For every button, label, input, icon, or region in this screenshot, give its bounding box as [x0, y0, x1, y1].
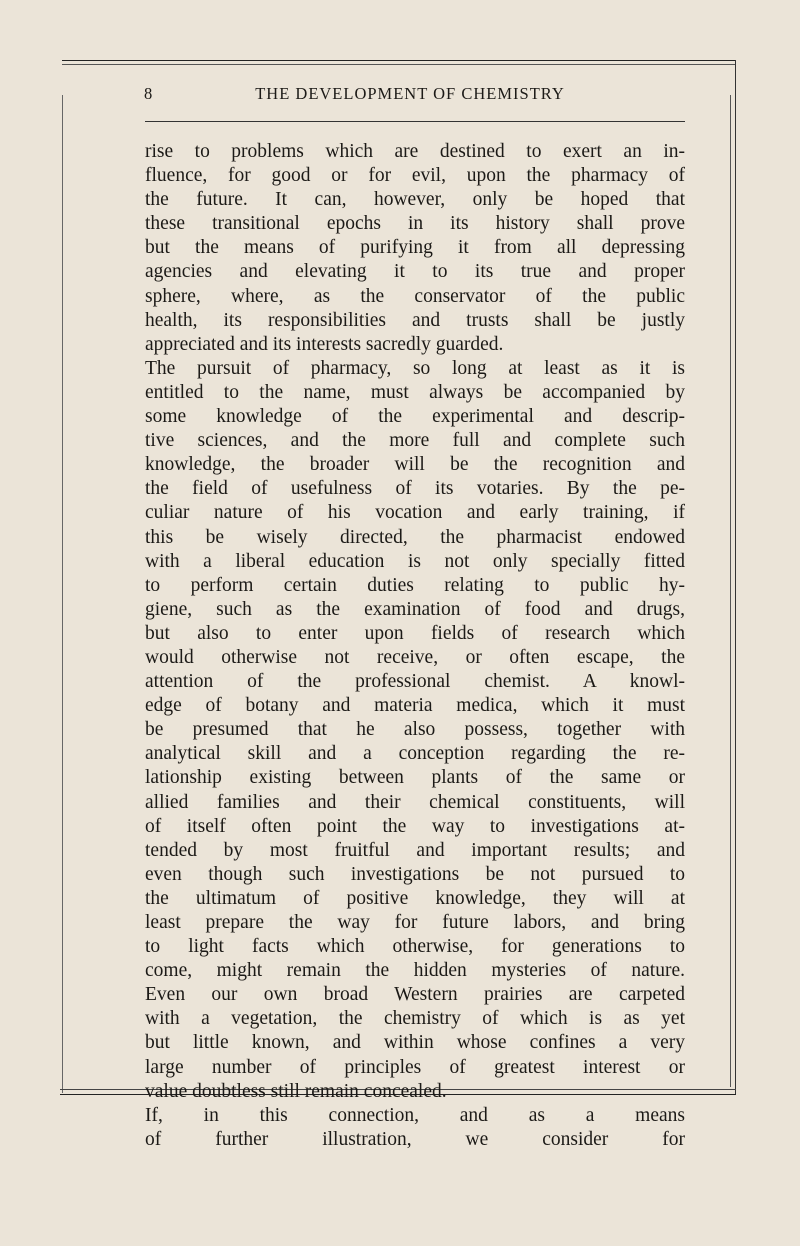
page-border-right: [735, 60, 736, 1095]
text-line: Even our own broad Western prairies are carpeted: [145, 984, 685, 1006]
text-line: entitled to the name, must always be accompanied by: [145, 381, 685, 403]
text-line: attention of the professional chemist. A knowl-: [145, 671, 685, 693]
text-line: knowledge, the broader will be the recognition and: [145, 454, 685, 476]
text-line: this be wisely directed, the pharmacist endowed: [145, 526, 685, 548]
text-line: even though such investigations be not pursued to: [145, 863, 685, 885]
text-line: fluence, for good or for evil, upon the pharmacy of: [145, 165, 685, 187]
running-title: THE DEVELOPMENT OF CHEMISTRY: [255, 84, 565, 103]
text-line: some knowledge of the experimental and descrip-: [145, 406, 685, 428]
text-line: The pursuit of pharmacy, so long at least as it is: [145, 357, 685, 379]
text-line: with a liberal education is not only specially fitted: [145, 550, 685, 572]
text-line: but the means of purifying it from all depressing: [145, 237, 685, 259]
text-line: be presumed that he also possess, together with: [145, 719, 685, 741]
text-line: least prepare the way for future labors, and bring: [145, 912, 685, 933]
text-line: edge of botany and materia medica, which it must: [145, 695, 685, 717]
page-border-top-inner: [62, 64, 736, 65]
text-line: of further illustration, we consider for: [145, 1128, 685, 1150]
text-line: the future. It can, however, only be hoped that: [145, 189, 685, 211]
text-line: to light facts which otherwise, for generations to: [145, 936, 685, 958]
text-line: health, its responsibilities and trusts shall be justly: [145, 309, 685, 331]
text-line: the ultimatum of positive knowledge, they will at: [145, 887, 685, 909]
page-number: 8: [144, 84, 154, 103]
header-rule: [145, 121, 685, 122]
text-line: appreciated and its interests sacredly guarded.: [145, 333, 504, 355]
text-line: agencies and elevating it to its true and proper: [145, 261, 685, 283]
text-line: of itself often point the way to investigations at-: [145, 815, 685, 837]
page-border-left: [62, 95, 63, 1093]
text-line: but also to enter upon fields of research which: [145, 622, 685, 644]
text-line: come, might remain the hidden mysteries of nature.: [145, 960, 685, 982]
text-line: tive sciences, and the more full and complete such: [145, 430, 685, 452]
text-line: large number of principles of greatest interest or: [145, 1056, 685, 1078]
page-border-top: [62, 60, 736, 61]
page-header: [100, 84, 700, 108]
text-line: giene, such as the examination of food and drugs,: [145, 598, 685, 620]
text-line: tended by most fruitful and important results; and: [145, 839, 685, 861]
text-line: allied families and their chemical constituents, will: [145, 791, 685, 813]
body-text: [145, 140, 685, 1152]
text-line: value doubtless still remain concealed.: [145, 1080, 447, 1102]
text-line: lationship existing between plants of the same or: [145, 767, 685, 789]
text-line: the field of usefulness of its votaries. By the pe-: [145, 478, 685, 500]
text-line: but little known, and within whose confines a very: [145, 1032, 685, 1054]
text-line: rise to problems which are destined to exert an in-: [145, 141, 685, 162]
text-line: If, in this connection, and as a means: [145, 1104, 685, 1126]
text-line: culiar nature of his vocation and early training, if: [145, 502, 685, 524]
text-line: sphere, where, as the conservator of the public: [145, 285, 685, 307]
text-line: would otherwise not receive, or often escape, the: [145, 646, 685, 668]
text-line: to perform certain duties relating to public hy-: [145, 574, 685, 596]
page-border-right-inner: [730, 95, 731, 1087]
text-line: these transitional epochs in its history shall prove: [145, 213, 685, 235]
text-line: with a vegetation, the chemistry of which is as yet: [145, 1008, 685, 1030]
text-line: analytical skill and a conception regarding the re-: [145, 743, 685, 765]
